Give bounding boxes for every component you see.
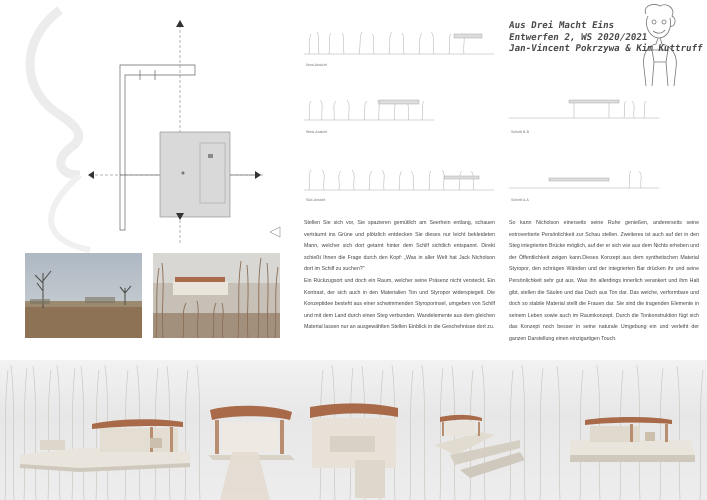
north-elevation <box>304 28 494 67</box>
project-title: Aus Drei Macht Eins <box>508 20 615 31</box>
section-bb <box>509 96 659 134</box>
site-plan <box>80 15 290 245</box>
elevation-label-south: Süd-Ansicht <box>306 198 326 202</box>
course-title: Entwerfen 2, WS 2020/2021 <box>508 31 649 43</box>
title-block <box>508 20 704 55</box>
site-photo-landscape <box>25 253 142 338</box>
section-aa <box>509 166 659 202</box>
authors: Jan-Vincent Pokrzywa & Kim Kuttruff <box>508 43 704 54</box>
model-view-1 <box>20 419 190 472</box>
model-view-5 <box>570 417 695 462</box>
south-elevation <box>304 166 494 202</box>
elevation-label-west: West-Ansicht <box>306 130 328 134</box>
site-photo-model-reed <box>153 253 280 338</box>
section-label-aa: Schnitt A-A <box>511 198 529 202</box>
west-elevation <box>304 96 434 134</box>
text-column-left <box>304 218 495 334</box>
model-view-2 <box>208 406 295 500</box>
paragraph: So kann Nicholson einerseits seine Ruhe genießen, andererseits seine extrovertierte Persönlichkeit zur Schau stellen. Zweiteres ist auch auf der in den Steg integrierten Brücke möglich, auf der er sich wie aus dem Nichts erheben und der Öffentlichkeit zeigen kann.Dieses Konzept aus dem synthetischen Material Styropor, den schrägen Wänden und der integrierten Bar drücken ihr und seine Persönlichkeit sehr gut aus. Was ihn allerdings innerlich verankert und ihm Halt gibt, stellen die Säulen und das Dach aus Ton dar. Das weiche, verformbare und doch so stabile Material stellt die Frauen dar. Sie sind die tragenden Elemente in seinem Leben sowie auch im Raumkonzept. Durch die Tonkonstruktion fügt sich das Konzept noch besser in seine naturale Umgebung ein und verleiht der ganzen Darstellung einen einzigartigen Touch. <box>509 220 699 342</box>
text-column-right <box>509 218 699 346</box>
elevation-label-north: Nord-Ansicht <box>306 63 327 67</box>
model-photo-band <box>0 360 707 500</box>
model-view-3 <box>310 403 398 498</box>
model-view-4 <box>435 415 525 478</box>
reed-background <box>0 360 707 500</box>
section-label-bb: Schnitt B-B <box>511 130 529 134</box>
paragraph: Ein Rückzugsort und doch ein Raum, welcher seine Präsenz nicht versteckt. Ein Kontrast, der sich auch in den Materialien Ton und Styropor widerspiegelt. Die Konzeptidee besteht aus einer schwimmenden Styroporinsel, umgeben von Schilf und mit dem Land durch einen Steg verbunden. Wandelemente aus dem gleichen Material lassen nur an ausgewählten Stellen Einblick in die Geschehnisse dort zu. <box>304 277 495 331</box>
paragraph: Stellen Sie sich vor, Sie spazieren gemütlich am Seerhein entlang, schauen verträumt ins Grüne und plötzlich entdecken Sie dieses nur leicht bekleideten Mann, welcher sich dort getarnt hinter dem Schilf sichtlich entspannt. Direkt schießt Ihnen die Frage durch den Kopf: „Was in aller Welt hat Jack Nicholson dort im Schilf zu suchen?" <box>304 220 495 273</box>
